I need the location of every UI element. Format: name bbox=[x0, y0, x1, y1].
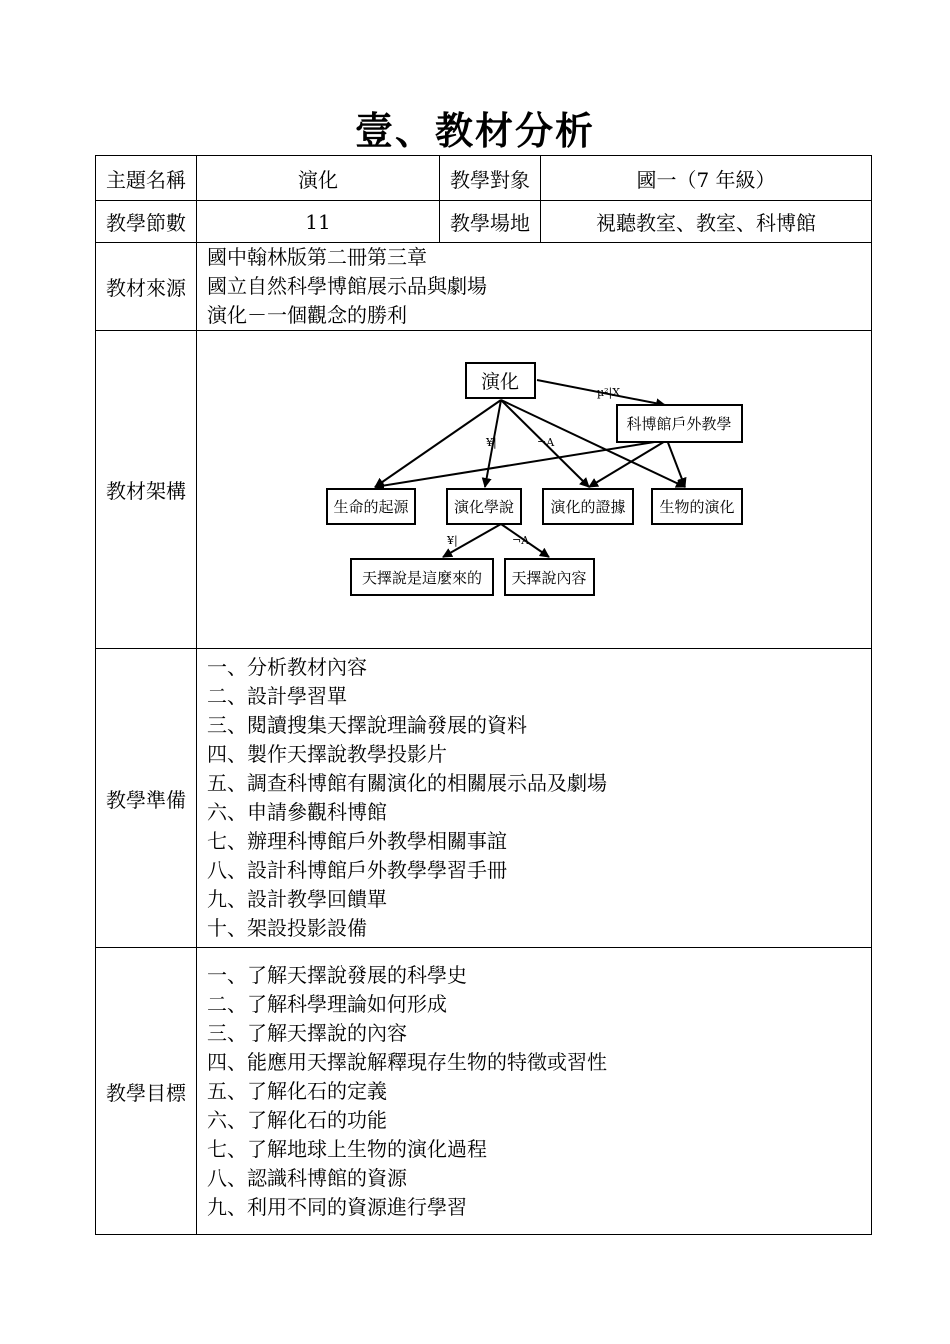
prep-line: 九、設計教學回饋單 bbox=[207, 887, 387, 911]
goal-line: 三、了解天擇說的內容 bbox=[207, 1020, 407, 1045]
node-natsel-label: 天擇說是這麼來的 bbox=[361, 568, 483, 587]
goal-line: 九、利用不同的資源進行學習 bbox=[207, 1194, 467, 1219]
node-root-label: 演化 bbox=[480, 370, 520, 393]
row-goals bbox=[96, 948, 872, 1235]
goal-line: 五、了解化石的定義 bbox=[207, 1078, 387, 1103]
edge-label-theory-natsel: ¥| bbox=[447, 533, 458, 547]
prep-label: 教學準備 bbox=[96, 649, 197, 948]
goal-line: 一、了解天擇說發展的科學史 bbox=[207, 962, 467, 987]
prep-line: 十、架設投影設備 bbox=[207, 916, 367, 940]
topic-label: 主題名稱 bbox=[96, 156, 197, 201]
edge-label-root-museum: µ²|X bbox=[597, 385, 621, 399]
row-periods bbox=[96, 201, 872, 243]
node-theory-label: 演化學說 bbox=[453, 497, 515, 516]
goals-label: 教學目標 bbox=[96, 948, 197, 1235]
prep-line: 六、申請參觀科博館 bbox=[207, 800, 387, 824]
edge-label-theory-content: ¬A bbox=[512, 533, 530, 547]
audience-value: 國一（7 年級） bbox=[541, 156, 872, 201]
node-natsel bbox=[351, 559, 493, 595]
node-bio bbox=[652, 489, 742, 524]
prep-line: 二、設計學習單 bbox=[207, 684, 347, 708]
venue-value: 視聽教室、教室、科博館 bbox=[541, 201, 872, 243]
edge-root-origin bbox=[375, 400, 501, 487]
node-evidence bbox=[543, 489, 633, 524]
node-bio-label: 生物的演化 bbox=[659, 497, 735, 516]
source-line: 國立自然科學博館展示品與劇場 bbox=[207, 274, 487, 298]
concept-map bbox=[197, 332, 871, 648]
node-natsel-content bbox=[505, 559, 594, 595]
prep-line: 三、閱讀搜集天擇說理論發展的資料 bbox=[207, 713, 527, 737]
goal-line: 二、了解科學理論如何形成 bbox=[207, 991, 447, 1016]
node-evidence-label: 演化的證據 bbox=[550, 497, 626, 516]
node-root bbox=[466, 363, 535, 398]
source-lines bbox=[197, 243, 872, 331]
audience-label: 教學對象 bbox=[440, 156, 541, 201]
node-museum-label: 科博館戶外教學 bbox=[626, 414, 732, 433]
source-label: 教材來源 bbox=[96, 243, 197, 331]
node-museum bbox=[617, 405, 742, 442]
node-origin bbox=[327, 489, 415, 524]
goal-line: 四、能應用天擇說解釋現存生物的特徵或習性 bbox=[207, 1049, 607, 1074]
periods-label: 教學節數 bbox=[96, 201, 197, 243]
prep-line: 七、辦理科博館戶外教學相關事誼 bbox=[207, 829, 507, 853]
row-source bbox=[96, 243, 872, 331]
analysis-table bbox=[95, 155, 872, 1235]
venue-label: 教學場地 bbox=[440, 201, 541, 243]
prep-line: 五、調查科博館有關演化的相關展示品及劇場 bbox=[207, 771, 607, 795]
goal-line: 六、了解化石的功能 bbox=[207, 1107, 387, 1132]
row-topic bbox=[96, 156, 872, 201]
node-origin-label: 生命的起源 bbox=[333, 497, 409, 516]
prep-line: 一、分析教材內容 bbox=[207, 655, 367, 679]
node-natsel-content-label: 天擇說內容 bbox=[511, 568, 587, 587]
prep-line: 四、製作天擇說教學投影片 bbox=[207, 742, 447, 766]
prep-lines bbox=[197, 649, 872, 948]
source-line: 國中翰林版第二冊第三章 bbox=[207, 245, 427, 269]
row-structure bbox=[96, 331, 872, 649]
edge-museum-origin bbox=[375, 440, 667, 487]
goal-line: 八、認識科博館的資源 bbox=[207, 1165, 407, 1190]
edge-label-root-theory: ¥| bbox=[486, 435, 497, 449]
row-prep bbox=[96, 649, 872, 948]
topic-value: 演化 bbox=[197, 156, 440, 201]
node-theory bbox=[447, 489, 521, 524]
source-line: 演化－一個觀念的勝利 bbox=[207, 303, 407, 327]
page-title: 壹、教材分析 bbox=[354, 108, 595, 153]
periods-value: 11 bbox=[197, 201, 440, 243]
goals-lines bbox=[197, 948, 872, 1235]
structure-label: 教材架構 bbox=[96, 331, 197, 649]
prep-line: 八、設計科博館戶外教學學習手冊 bbox=[207, 858, 507, 882]
concept-map-cell bbox=[197, 331, 872, 649]
goal-line: 七、了解地球上生物的演化過程 bbox=[207, 1136, 487, 1161]
edge-label-root-evidence: ¬A bbox=[537, 435, 555, 449]
